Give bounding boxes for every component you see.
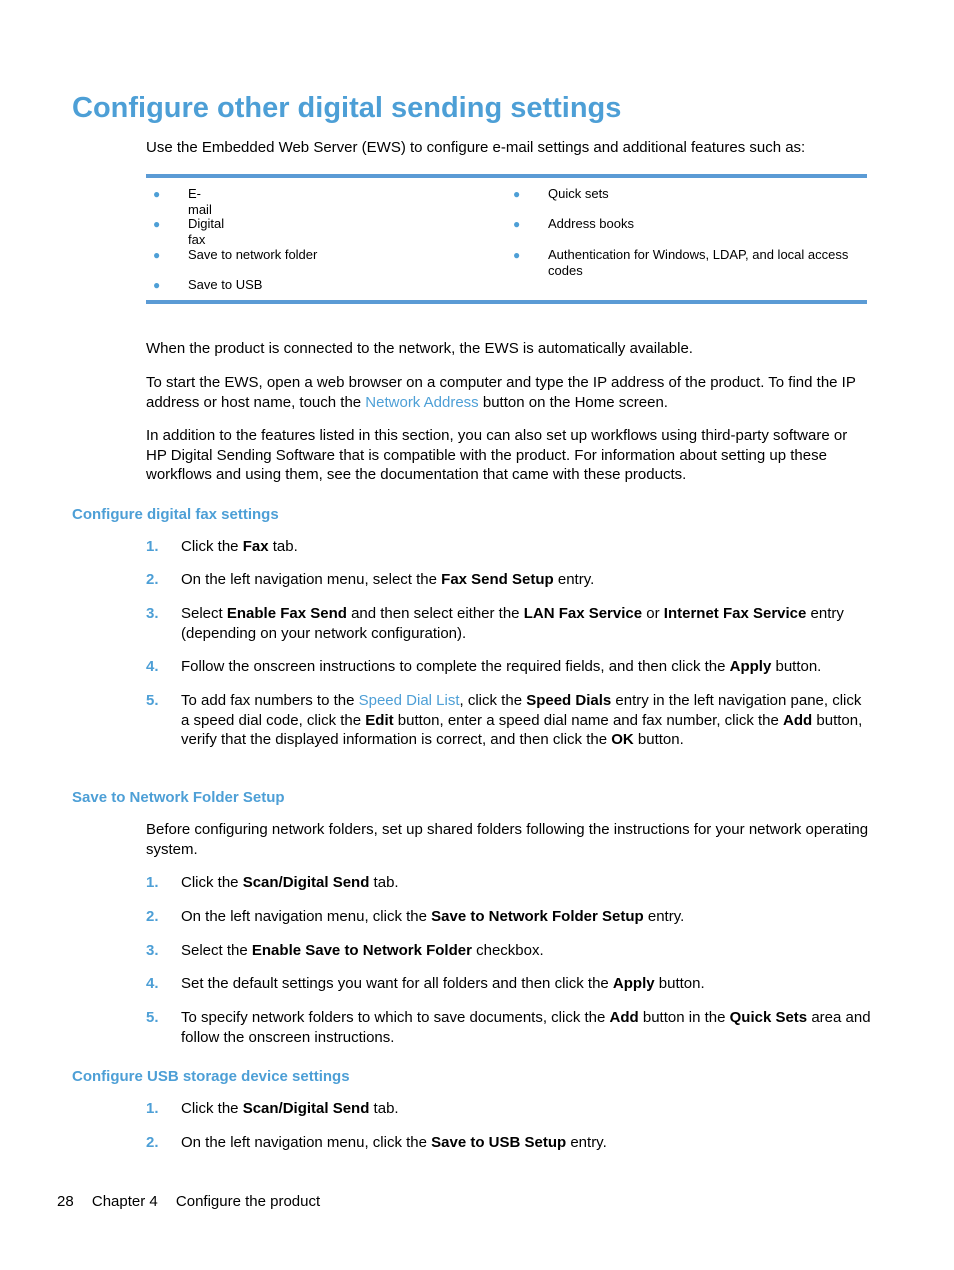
section-heading-fax: Configure digital fax settings — [72, 506, 279, 523]
step-number: 5. — [146, 1009, 159, 1026]
page-number: 28 — [57, 1193, 74, 1210]
step-number: 2. — [146, 1134, 159, 1151]
step-number: 1. — [146, 1100, 159, 1117]
step-text: On the left navigation menu, click the Save to USB Setup entry. — [181, 1134, 607, 1151]
intro-text: Use the Embedded Web Server (EWS) to configure e-mail settings and additional features such as: — [146, 139, 806, 156]
footer-chapter: Chapter 4 — [91, 1193, 158, 1210]
page-footer — [57, 1192, 320, 1211]
paragraph: To start the EWS, open a web browser on a computer and type the IP address of the product. To find the IP address or host name, touch the Network Address button on the Home screen. — [146, 374, 856, 411]
speed-dial-list-link[interactable]: Speed Dial List — [358, 692, 460, 709]
bullet-icon: ● — [153, 187, 161, 201]
step-text: Follow the onscreen instructions to complete the required fields, and then click the Apply button. — [181, 658, 822, 675]
section-heading-usb: Configure USB storage device settings — [72, 1068, 350, 1085]
step-text: Set the default settings you want for all folders and then click the Apply button. — [181, 975, 705, 992]
step-text: Click the Fax tab. — [181, 538, 298, 555]
step-text: To add fax numbers to the Speed Dial List, click the Speed Dials entry in the left navigation pane, click a speed dial code, click the Edit button, enter a speed dial name and fax number, click the Add button, verify that the displayed information is correct, and then click the OK button. — [181, 692, 863, 748]
step-number: 2. — [146, 908, 159, 925]
network-address-link[interactable]: Network Address — [365, 393, 479, 411]
step-text: To specify network folders to which to save documents, click the Add button in the Quick Sets area and follow the onscreen instructions. — [181, 1009, 871, 1046]
section-heading-folder: Save to Network Folder Setup — [72, 789, 285, 806]
step-text: Click the Scan/Digital Send tab. — [181, 874, 399, 891]
paragraph: When the product is connected to the network, the EWS is automatically available. — [146, 340, 693, 357]
step-number: 1. — [146, 874, 159, 891]
bullet-icon: ● — [153, 248, 161, 262]
bullet-icon: ● — [153, 278, 161, 292]
footer-section: Configure the product — [175, 1193, 321, 1210]
paragraph: In addition to the features listed in this section, you can also set up workflows using third-party software or HP Digital Sending Software that is compatible with the product. For information about setting up these workflows and using them, see the documentation that came with these products. — [146, 427, 848, 483]
step-number: 4. — [146, 658, 159, 675]
bullet-icon: ● — [513, 217, 521, 231]
bullet-icon: ● — [513, 248, 521, 262]
table-bottom-rule — [146, 300, 867, 304]
paragraph: Before configuring network folders, set up shared folders following the instructions for your network operating system. — [146, 821, 869, 858]
step-number: 1. — [146, 538, 159, 555]
step-text: Click the Scan/Digital Send tab. — [181, 1100, 399, 1117]
page-title: Configure other digital sending settings — [72, 92, 622, 124]
step-number: 5. — [146, 692, 159, 709]
step-number: 2. — [146, 571, 159, 588]
step-text: On the left navigation menu, click the Save to Network Folder Setup entry. — [181, 908, 685, 925]
step-number: 3. — [146, 605, 159, 622]
step-number: 3. — [146, 942, 159, 959]
table-top-rule — [146, 174, 867, 178]
step-text: Select Enable Fax Send and then select either the LAN Fax Service or Internet Fax Service entry (depending on your network configuration). — [181, 605, 844, 642]
step-number: 4. — [146, 975, 159, 992]
step-text: On the left navigation menu, select the Fax Send Setup entry. — [181, 571, 595, 588]
bullet-icon: ● — [153, 217, 161, 231]
step-text: Select the Enable Save to Network Folder checkbox. — [181, 942, 544, 959]
bullet-icon: ● — [513, 187, 521, 201]
